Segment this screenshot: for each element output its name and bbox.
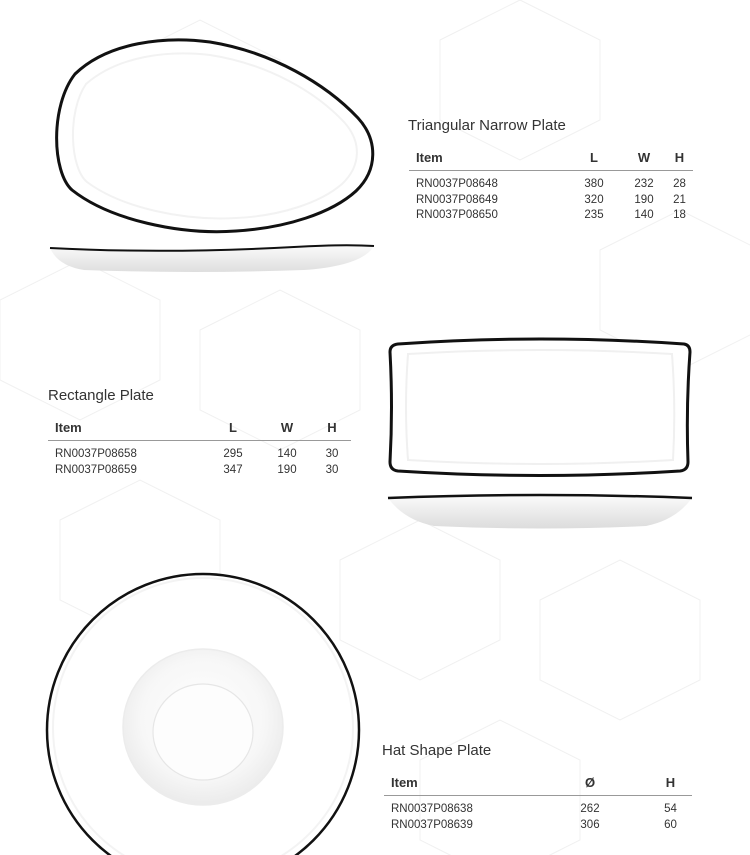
cell-height: 30 — [325, 463, 339, 476]
cell-item: RN0037P08649 — [416, 193, 498, 206]
spec-table-triangular-plate — [409, 150, 693, 224]
triangular-plate-side-image — [44, 238, 380, 276]
cell-item: RN0037P08648 — [416, 178, 498, 190]
column-header-length: L — [566, 150, 622, 171]
cell-item: RN0037P08638 — [391, 803, 473, 815]
rectangle-plate-side-image — [384, 488, 696, 530]
cell-item: RN0037P08658 — [55, 448, 137, 460]
table-row — [48, 441, 351, 463]
column-header-diameter: Ø — [531, 775, 649, 796]
cell-diameter: 306 — [580, 818, 600, 831]
cell-diameter: 262 — [580, 803, 600, 815]
column-header-height: H — [649, 775, 692, 796]
cell-item: RN0037P08659 — [55, 463, 137, 476]
column-header-width: W — [261, 420, 313, 441]
cell-height: 60 — [664, 818, 677, 831]
cell-height: 18 — [673, 209, 686, 221]
column-header-item: Item — [409, 150, 566, 171]
table-row — [384, 818, 692, 834]
cell-length: 380 — [584, 178, 604, 190]
cell-width: 190 — [277, 463, 297, 476]
column-header-length: L — [205, 420, 261, 441]
cell-length: 347 — [223, 463, 243, 476]
column-header-height: H — [666, 150, 693, 171]
section-title-rectangle-plate: Rectangle Plate — [48, 387, 154, 404]
table-row — [48, 463, 351, 479]
column-header-height: H — [313, 420, 351, 441]
triangular-plate-top-image — [40, 30, 385, 240]
cell-length: 320 — [584, 193, 604, 206]
table-row — [409, 171, 693, 193]
cell-height: 21 — [673, 193, 686, 206]
hat-shape-plate-image — [40, 562, 370, 855]
column-header-item: Item — [384, 775, 531, 796]
cell-item: RN0037P08639 — [391, 818, 473, 831]
cell-width: 190 — [634, 193, 654, 206]
cell-length: 235 — [584, 209, 604, 221]
spec-table-hat-shape-plate — [384, 775, 692, 833]
cell-width: 140 — [634, 209, 654, 221]
cell-width: 232 — [634, 178, 654, 190]
cell-height: 28 — [673, 178, 686, 190]
table-row — [409, 208, 693, 224]
table-row — [384, 796, 692, 818]
column-header-width: W — [622, 150, 666, 171]
cell-item: RN0037P08650 — [416, 209, 498, 221]
table-header-row — [384, 775, 692, 796]
cell-length: 295 — [223, 448, 243, 460]
column-header-item: Item — [48, 420, 205, 441]
table-row — [409, 193, 693, 209]
cell-height: 54 — [664, 803, 677, 815]
rectangle-plate-top-image — [384, 332, 696, 482]
spec-table-rectangle-plate — [48, 420, 351, 478]
cell-width: 140 — [277, 448, 297, 460]
table-header-row — [48, 420, 351, 441]
table-header-row — [409, 150, 693, 171]
section-title-hat-shape-plate: Hat Shape Plate — [382, 742, 492, 759]
cell-height: 30 — [325, 448, 339, 460]
section-title-triangular-plate: Triangular Narrow Plate — [408, 117, 566, 134]
